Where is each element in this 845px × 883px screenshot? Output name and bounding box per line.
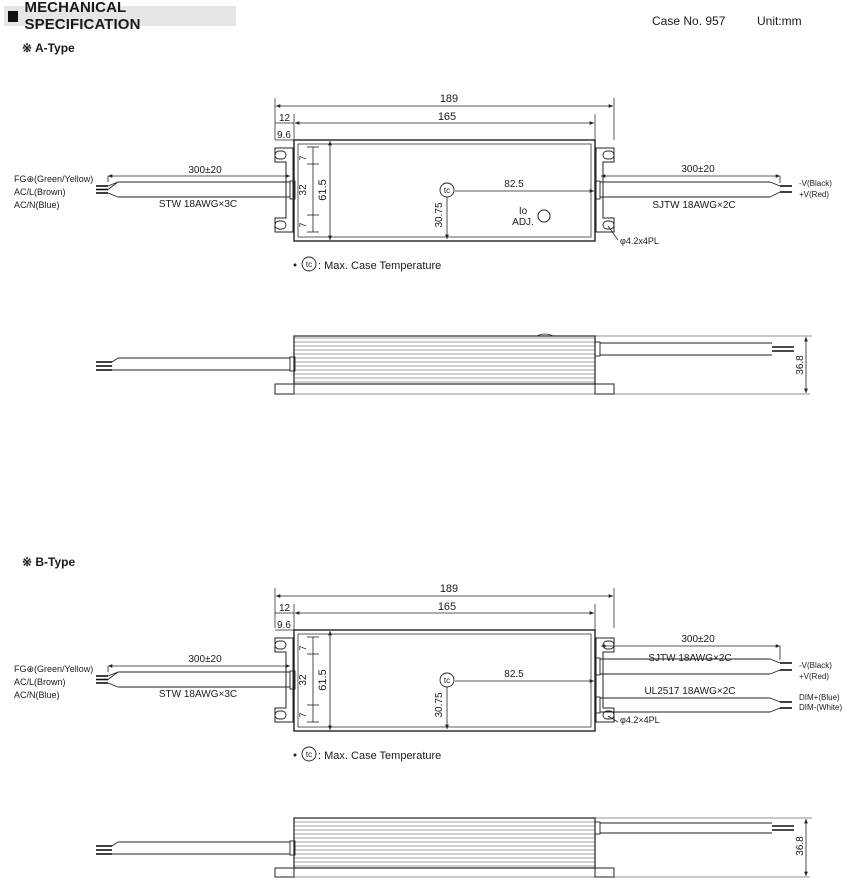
dim-7-top: 7 [298, 645, 308, 651]
wire-acn: AC/N(Blue) [14, 690, 60, 700]
left-cable-spec: STW 18AWG×3C [158, 689, 238, 700]
dim-32: 32 [298, 184, 309, 196]
dim-12: 12 [279, 113, 291, 124]
wire-neg-v: -V(Black) [799, 661, 832, 670]
tc-note-marker: tc [305, 260, 313, 269]
dim-61-5: 61.5 [317, 669, 329, 691]
mount-holes: φ4.2×4PL [620, 715, 660, 725]
right-cable-spec: SJTW 18AWG×2C [648, 653, 732, 664]
height-36-8: 36.8 [795, 836, 806, 856]
wire-pos-v: +V(Red) [799, 672, 830, 681]
dim-32: 32 [298, 674, 309, 686]
wire-dim-neg: DIM-(White) [799, 703, 843, 712]
b-type-label: ※ B-Type [22, 555, 76, 569]
a-type-top-view [14, 93, 832, 272]
wire-dim-pos: DIM+(Blue) [799, 693, 840, 702]
dim-cable-spec: UL2517 18AWG×2C [644, 686, 736, 697]
dim-9-6: 9.6 [277, 620, 291, 631]
a-type-side-view [96, 334, 812, 394]
dim-61-5: 61.5 [317, 179, 329, 201]
tc-note: : Max. Case Temperature [318, 750, 442, 762]
right-cable-length: 300±20 [681, 634, 715, 645]
height-36-8: 36.8 [795, 355, 806, 375]
dim-30-75: 30.75 [434, 692, 445, 718]
unit-label: Unit:mm [757, 14, 802, 28]
wire-acl: AC/L(Brown) [14, 187, 66, 197]
case-number: Case No. 957 [652, 14, 726, 28]
wire-fg: FG⊕(Green/Yellow) [14, 174, 94, 184]
tc-marker: tc [443, 186, 451, 195]
io-label: Io [518, 206, 528, 217]
adj-label: ADJ. [512, 217, 534, 228]
left-cable-length: 300±20 [188, 165, 222, 176]
right-cable-spec: SJTW 18AWG×2C [652, 200, 736, 211]
wire-fg: FG⊕(Green/Yellow) [14, 664, 94, 674]
dim-12: 12 [279, 603, 291, 614]
right-cable-length: 300±20 [681, 164, 715, 175]
dim-7-bottom: 7 [298, 222, 308, 228]
b-type-side-view [96, 818, 812, 877]
tc-marker: tc [443, 676, 451, 685]
b-type-top-view [14, 583, 842, 762]
wire-neg-v: -V(Black) [799, 179, 832, 188]
wire-acn: AC/N(Blue) [14, 200, 60, 210]
dim-7-bottom: 7 [298, 712, 308, 718]
a-type-label: ※ A-Type [22, 41, 75, 55]
dim-165: 165 [437, 111, 457, 123]
tc-note: : Max. Case Temperature [318, 260, 442, 272]
section-title: MECHANICAL SPECIFICATION [24, 0, 141, 33]
dim-189: 189 [439, 583, 459, 595]
dim-165: 165 [437, 601, 457, 613]
mount-holes: φ4.2x4PL [620, 236, 659, 246]
dim-9-6: 9.6 [277, 130, 291, 141]
dim-7-top: 7 [298, 155, 308, 161]
tc-note-marker: tc [305, 750, 313, 759]
wire-pos-v: +V(Red) [799, 190, 830, 199]
dim-189: 189 [439, 93, 459, 105]
dim-82-5: 82.5 [504, 179, 524, 190]
wire-acl: AC/L(Brown) [14, 677, 66, 687]
left-cable-length: 300±20 [188, 654, 222, 665]
dim-30-75: 30.75 [434, 202, 445, 228]
dim-82-5: 82.5 [504, 669, 524, 680]
left-cable-spec: STW 18AWG×3C [158, 199, 238, 210]
